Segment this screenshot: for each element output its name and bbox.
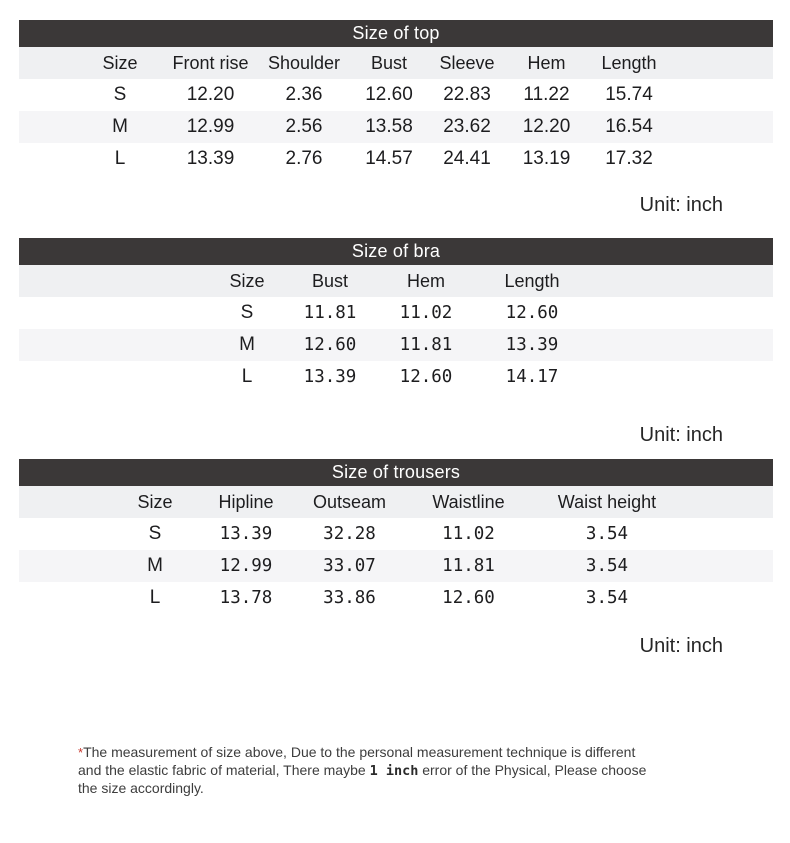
value-cell: 11.02 — [399, 303, 453, 323]
table-row — [19, 143, 773, 175]
unit-label: Unit: inch — [639, 424, 723, 446]
size-cell: S — [240, 302, 254, 323]
value-cell: 22.83 — [443, 84, 491, 105]
value-cell: 33.07 — [323, 556, 376, 576]
value-cell: 14.17 — [505, 367, 559, 387]
spacer-cell — [671, 111, 773, 143]
value-cell: 13.39 — [219, 524, 273, 544]
column-header: Hem — [406, 270, 445, 291]
table-row — [19, 297, 773, 329]
column-header: Waist height — [557, 491, 657, 512]
size-cell: L — [241, 366, 253, 387]
size-table-top — [19, 47, 773, 175]
value-cell: 16.54 — [605, 116, 653, 137]
table-row — [19, 79, 773, 111]
size-cell: M — [239, 334, 255, 355]
value-cell: 11.81 — [303, 303, 357, 323]
value-cell: 12.60 — [303, 335, 357, 355]
value-cell: 13.39 — [186, 148, 235, 169]
value-cell: 24.41 — [443, 148, 491, 169]
value-cell: 12.60 — [365, 84, 413, 105]
column-header: Size — [229, 270, 265, 291]
size-cell: M — [112, 116, 128, 137]
table-row — [19, 582, 773, 614]
spacer-cell — [682, 582, 773, 614]
value-cell: 17.32 — [605, 148, 653, 169]
footnote — [78, 744, 726, 798]
footnote-line1: The measurement of size above, Due to the personal measurement technique is different — [83, 744, 636, 760]
value-cell: 12.99 — [186, 116, 235, 137]
value-cell: 12.60 — [442, 588, 495, 608]
spacer-cell — [682, 550, 773, 582]
value-cell: 11.81 — [399, 335, 453, 355]
table-title-bar — [19, 459, 773, 486]
spacer-cell — [19, 79, 77, 111]
value-cell: 2.76 — [285, 148, 323, 169]
spacer-cell — [19, 47, 77, 79]
size-table-section-top — [19, 20, 773, 175]
column-header: Front rise — [172, 52, 249, 73]
column-header: Length — [601, 52, 657, 73]
table-row — [19, 329, 773, 361]
column-header-row — [19, 47, 773, 79]
value-cell: 32.28 — [323, 524, 376, 544]
spacer-cell — [587, 329, 773, 361]
value-cell: 3.54 — [585, 524, 629, 544]
spacer-cell — [671, 47, 773, 79]
spacer-cell — [671, 143, 773, 175]
footnote-line2-post: error of the Physical, Please choose — [418, 761, 647, 778]
value-cell: 15.74 — [605, 84, 653, 105]
spacer-cell — [19, 361, 209, 393]
value-cell: 13.39 — [303, 367, 357, 387]
size-table-section-trousers — [19, 459, 773, 614]
value-cell: 12.20 — [186, 84, 235, 105]
value-cell: 33.86 — [323, 588, 376, 608]
unit-label: Unit: inch — [639, 194, 723, 216]
spacer-cell — [19, 265, 209, 297]
value-cell: 12.60 — [505, 303, 559, 323]
spacer-cell — [19, 297, 209, 329]
size-cell: S — [148, 523, 162, 544]
table-title: Size of top — [352, 23, 440, 43]
value-cell: 13.78 — [219, 588, 273, 608]
size-cell: S — [113, 84, 127, 105]
size-table-trousers — [19, 486, 773, 614]
value-cell: 3.54 — [585, 588, 629, 608]
value-cell: 11.02 — [442, 524, 495, 544]
spacer-cell — [19, 143, 77, 175]
spacer-cell — [19, 582, 112, 614]
column-header-row — [19, 486, 773, 518]
column-header-row — [19, 265, 773, 297]
value-cell: 2.56 — [285, 116, 323, 137]
footnote-line2-pre: and the elastic fabric of material, There maybe — [78, 761, 370, 778]
column-header: Bust — [311, 270, 349, 291]
value-cell: 11.22 — [523, 84, 570, 105]
size-table-bra — [19, 265, 773, 393]
spacer-cell — [671, 79, 773, 111]
spacer-cell — [682, 486, 773, 518]
table-row — [19, 518, 773, 550]
value-cell: 2.36 — [285, 84, 323, 105]
value-cell: 13.58 — [365, 116, 413, 137]
column-header: Sleeve — [439, 52, 495, 73]
value-cell: 11.81 — [442, 556, 495, 576]
spacer-cell — [587, 265, 773, 297]
value-cell: 12.20 — [522, 116, 571, 137]
footnote-line3: the size accordingly. — [78, 780, 204, 796]
spacer-cell — [587, 297, 773, 329]
value-cell: 12.60 — [399, 367, 453, 387]
spacer-cell — [587, 361, 773, 393]
value-cell: 12.99 — [219, 556, 273, 576]
table-row — [19, 111, 773, 143]
column-header: Hipline — [218, 491, 274, 512]
column-header: Size — [102, 52, 138, 73]
value-cell: 3.54 — [585, 556, 629, 576]
spacer-cell — [682, 518, 773, 550]
table-title-bar — [19, 238, 773, 265]
table-row — [19, 361, 773, 393]
column-header: Shoulder — [267, 52, 341, 73]
spacer-cell — [19, 329, 209, 361]
table-title-bar — [19, 20, 773, 47]
table-title: Size of trousers — [331, 462, 461, 482]
size-chart-sheet — [19, 20, 773, 798]
size-cell: L — [149, 587, 161, 608]
table-row — [19, 550, 773, 582]
footnote-emphasis: 1 inch — [369, 762, 419, 779]
value-cell: 13.39 — [505, 335, 559, 355]
footnote-asterisk: * — [78, 745, 84, 760]
spacer-cell — [19, 518, 112, 550]
spacer-cell — [19, 111, 77, 143]
size-cell: L — [114, 148, 126, 169]
spacer-cell — [19, 550, 112, 582]
table-title: Size of bra — [351, 241, 441, 261]
column-header: Length — [504, 270, 560, 291]
size-cell: M — [147, 555, 163, 576]
column-header: Waistline — [432, 491, 505, 512]
value-cell: 14.57 — [365, 148, 413, 169]
column-header: Size — [137, 491, 173, 512]
column-header: Hem — [527, 52, 566, 73]
spacer-cell — [19, 486, 112, 518]
column-header: Outseam — [312, 491, 387, 512]
unit-label: Unit: inch — [639, 635, 723, 657]
value-cell: 23.62 — [443, 116, 491, 137]
column-header: Bust — [370, 52, 408, 73]
size-table-section-bra — [19, 238, 773, 393]
value-cell: 13.19 — [522, 148, 571, 169]
